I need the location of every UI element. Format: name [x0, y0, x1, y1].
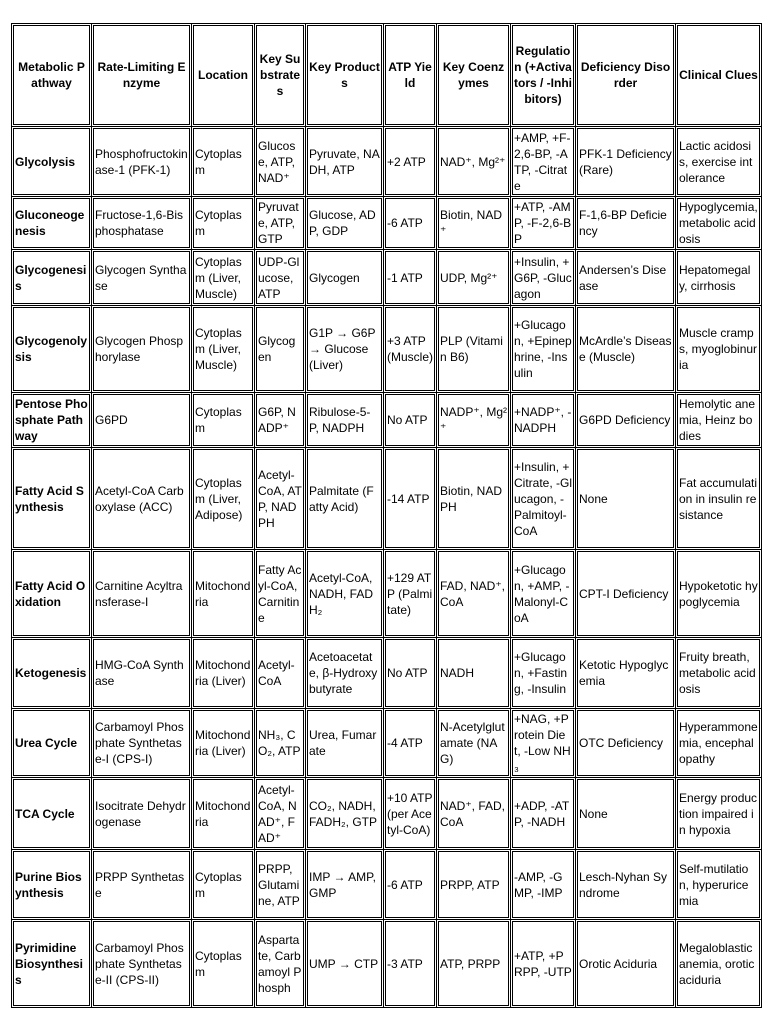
table-cell: +ATP, -AMP, -F-2,6-BP — [511, 197, 576, 250]
metabolic-pathways-table — [11, 23, 762, 1008]
table-cell: -AMP, -GMP, -IMP — [511, 850, 576, 920]
table-cell: +ATP, +PRPP, -UTP — [511, 920, 576, 1008]
table-cell: +129 ATP (Palmitate) — [384, 550, 437, 638]
table-cell: Muscle cramps, myoglobinuria — [676, 306, 762, 393]
table-cell: Aspartate, Carbamoyl Phosph — [255, 920, 306, 1008]
table-cell: Acetyl-CoA, ATP, NADPH — [255, 448, 306, 550]
table-cell: Ketotic Hypoglycemia — [576, 638, 676, 709]
table-cell: Cytoplasm (Liver, Adipose) — [192, 448, 255, 550]
table-cell: NADP⁺, Mg²⁺ — [437, 393, 511, 448]
header-row — [12, 24, 762, 127]
pathway-name-cell: TCA Cycle — [12, 778, 92, 850]
table-row — [12, 393, 762, 448]
table-cell: Carbamoyl Phosphate Synthetase-II (CPS-II) — [92, 920, 192, 1008]
pathway-name-cell: Urea Cycle — [12, 709, 92, 778]
table-cell: Hypoketotic hypoglycemia — [676, 550, 762, 638]
table-cell: Biotin, NADPH — [437, 448, 511, 550]
column-header: Clinical Clues — [676, 24, 762, 127]
table-cell: Fruity breath, metabolic acidosis — [676, 638, 762, 709]
table-cell: Carbamoyl Phosphate Synthetase-I (CPS-I) — [92, 709, 192, 778]
table-cell: Urea, Fumarate — [306, 709, 384, 778]
pathway-name-cell: Glycolysis — [12, 127, 92, 197]
table-cell: N-Acetylglutamate (NAG) — [437, 709, 511, 778]
table-cell: +3 ATP (Muscle) — [384, 306, 437, 393]
table-cell: Fatty Acyl-CoA, Carnitine — [255, 550, 306, 638]
table-cell: UDP, Mg²⁺ — [437, 250, 511, 306]
table-row — [12, 550, 762, 638]
table-cell: PRPP, ATP — [437, 850, 511, 920]
pathway-name-cell: Glycogenolysis — [12, 306, 92, 393]
table-cell: Ribulose-5-P, NADPH — [306, 393, 384, 448]
table-cell: No ATP — [384, 393, 437, 448]
table-cell: Lactic acidosis, exercise intolerance — [676, 127, 762, 197]
pathway-name-cell: Gluconeogenesis — [12, 197, 92, 250]
table-cell: Megaloblastic anemia, orotic aciduria — [676, 920, 762, 1008]
table-cell: Glucose, ADP, GDP — [306, 197, 384, 250]
table-cell: Andersen’s Disease — [576, 250, 676, 306]
table-cell: Acetyl-CoA, NADH, FADH₂ — [306, 550, 384, 638]
table-cell: Acetyl-CoA, NAD⁺, FAD⁺ — [255, 778, 306, 850]
table-cell: Cytoplasm — [192, 127, 255, 197]
table-cell: Biotin, NAD⁺ — [437, 197, 511, 250]
table-row — [12, 778, 762, 850]
table-cell: Glycogen Phosphorylase — [92, 306, 192, 393]
table-cell: Hyperammonemia, encephalopathy — [676, 709, 762, 778]
table-cell: Mitochondria — [192, 778, 255, 850]
table-row — [12, 250, 762, 306]
table-cell: Glycogen — [255, 306, 306, 393]
table-row — [12, 448, 762, 550]
table-cell: +Glucagon, +Fasting, -Insulin — [511, 638, 576, 709]
table-cell: Acetyl-CoA — [255, 638, 306, 709]
table-cell: +AMP, +F-2,6-BP, -ATP, -Citrate — [511, 127, 576, 197]
table-cell: Glucose, ATP, NAD⁺ — [255, 127, 306, 197]
column-header: Deficiency Disorder — [576, 24, 676, 127]
pathway-name-cell: Pyrimidine Biosynthesis — [12, 920, 92, 1008]
table-cell: IMP → AMP, GMP — [306, 850, 384, 920]
table-cell: Cytoplasm — [192, 197, 255, 250]
table-cell: OTC Deficiency — [576, 709, 676, 778]
table-cell: Cytoplasm — [192, 850, 255, 920]
table-cell: Acetoacetate, β-Hydroxybutyrate — [306, 638, 384, 709]
table-cell: Pyruvate, ATP, GTP — [255, 197, 306, 250]
table-cell: -3 ATP — [384, 920, 437, 1008]
table-cell: FAD, NAD⁺, CoA — [437, 550, 511, 638]
table-cell: PRPP Synthetase — [92, 850, 192, 920]
table-cell: -14 ATP — [384, 448, 437, 550]
table-cell: Hemolytic anemia, Heinz bodies — [676, 393, 762, 448]
table-cell: Palmitate (Fatty Acid) — [306, 448, 384, 550]
table-cell: Mitochondria — [192, 550, 255, 638]
table-cell: NH₃, CO₂, ATP — [255, 709, 306, 778]
table-cell: +Insulin, +G6P, -Glucagon — [511, 250, 576, 306]
table-cell: Self-mutilation, hyperuricemia — [676, 850, 762, 920]
table-cell: Glycogen Synthase — [92, 250, 192, 306]
table-cell: PFK-1 Deficiency (Rare) — [576, 127, 676, 197]
table-cell: +10 ATP (per Acetyl-CoA) — [384, 778, 437, 850]
pathway-name-cell: Fatty Acid Synthesis — [12, 448, 92, 550]
table-cell: No ATP — [384, 638, 437, 709]
table-cell: Cytoplasm (Liver, Muscle) — [192, 250, 255, 306]
table-cell: NAD⁺, Mg²⁺ — [437, 127, 511, 197]
table-cell: NAD⁺, FAD, CoA — [437, 778, 511, 850]
table-row — [12, 709, 762, 778]
table-cell: PRPP, Glutamine, ATP — [255, 850, 306, 920]
table-cell: G6P, NADP⁺ — [255, 393, 306, 448]
table-cell: UDP-Glucose, ATP — [255, 250, 306, 306]
column-header: Regulation (+Activators / -Inhibitors) — [511, 24, 576, 127]
table-row — [12, 638, 762, 709]
table-cell: CO₂, NADH, FADH₂, GTP — [306, 778, 384, 850]
table-cell: Cytoplasm — [192, 920, 255, 1008]
table-cell: Cytoplasm (Liver, Muscle) — [192, 306, 255, 393]
table-cell: NADH — [437, 638, 511, 709]
table-cell: +ADP, -ATP, -NADH — [511, 778, 576, 850]
table-body — [12, 127, 762, 1008]
table-cell: G1P → G6P → Glucose (Liver) — [306, 306, 384, 393]
table-row — [12, 306, 762, 393]
column-header: Metabolic Pathway — [12, 24, 92, 127]
table-cell: Isocitrate Dehydrogenase — [92, 778, 192, 850]
column-header: Key Products — [306, 24, 384, 127]
column-header: Location — [192, 24, 255, 127]
table-cell: Orotic Aciduria — [576, 920, 676, 1008]
table-cell: +NADP⁺, -NADPH — [511, 393, 576, 448]
column-header: Key Coenzymes — [437, 24, 511, 127]
table-cell: Glycogen — [306, 250, 384, 306]
table-cell: Fructose-1,6-Bisphosphatase — [92, 197, 192, 250]
table-cell: Hepatomegaly, cirrhosis — [676, 250, 762, 306]
table-cell: +Glucagon, +AMP, -Malonyl-CoA — [511, 550, 576, 638]
table-cell: G6PD Deficiency — [576, 393, 676, 448]
table-cell: +Glucagon, +Epinephrine, -Insulin — [511, 306, 576, 393]
table-cell: G6PD — [92, 393, 192, 448]
table-cell: Cytoplasm — [192, 393, 255, 448]
table-cell: Lesch-Nyhan Syndrome — [576, 850, 676, 920]
table-cell: +NAG, +Protein Diet, -Low NH₃ — [511, 709, 576, 778]
table-cell: UMP → CTP — [306, 920, 384, 1008]
table-cell: Pyruvate, NADH, ATP — [306, 127, 384, 197]
table-cell: -6 ATP — [384, 850, 437, 920]
table-cell: -6 ATP — [384, 197, 437, 250]
table-row — [12, 127, 762, 197]
table-cell: Energy production impaired in hypoxia — [676, 778, 762, 850]
table-cell: McArdle’s Disease (Muscle) — [576, 306, 676, 393]
table-cell: Phosphofructokinase-1 (PFK-1) — [92, 127, 192, 197]
pathway-name-cell: Glycogenesis — [12, 250, 92, 306]
table-cell: -4 ATP — [384, 709, 437, 778]
table-cell: ATP, PRPP — [437, 920, 511, 1008]
table-cell: Carnitine Acyltransferase-I — [92, 550, 192, 638]
column-header: Key Substrates — [255, 24, 306, 127]
table-row — [12, 920, 762, 1008]
pathway-name-cell: Purine Biosynthesis — [12, 850, 92, 920]
table-cell: Hypoglycemia, metabolic acidosis — [676, 197, 762, 250]
table-row — [12, 850, 762, 920]
table-cell: -1 ATP — [384, 250, 437, 306]
table-cell: PLP (Vitamin B6) — [437, 306, 511, 393]
table-cell: None — [576, 448, 676, 550]
table-cell: Acetyl-CoA Carboxylase (ACC) — [92, 448, 192, 550]
table-cell: Mitochondria (Liver) — [192, 638, 255, 709]
pathway-name-cell: Fatty Acid Oxidation — [12, 550, 92, 638]
table-cell: +2 ATP — [384, 127, 437, 197]
table-cell: CPT-I Deficiency — [576, 550, 676, 638]
table-cell: HMG-CoA Synthase — [92, 638, 192, 709]
table-cell: Fat accumulation in insulin resistance — [676, 448, 762, 550]
table-cell: F-1,6-BP Deficiency — [576, 197, 676, 250]
column-header: ATP Yield — [384, 24, 437, 127]
table-cell: None — [576, 778, 676, 850]
table-row — [12, 197, 762, 250]
column-header: Rate-Limiting Enzyme — [92, 24, 192, 127]
pathway-name-cell: Ketogenesis — [12, 638, 92, 709]
pathway-name-cell: Pentose Phosphate Pathway — [12, 393, 92, 448]
table-cell: +Insulin, +Citrate, -Glucagon, -Palmitoyl-CoA — [511, 448, 576, 550]
table-cell: Mitochondria (Liver) — [192, 709, 255, 778]
